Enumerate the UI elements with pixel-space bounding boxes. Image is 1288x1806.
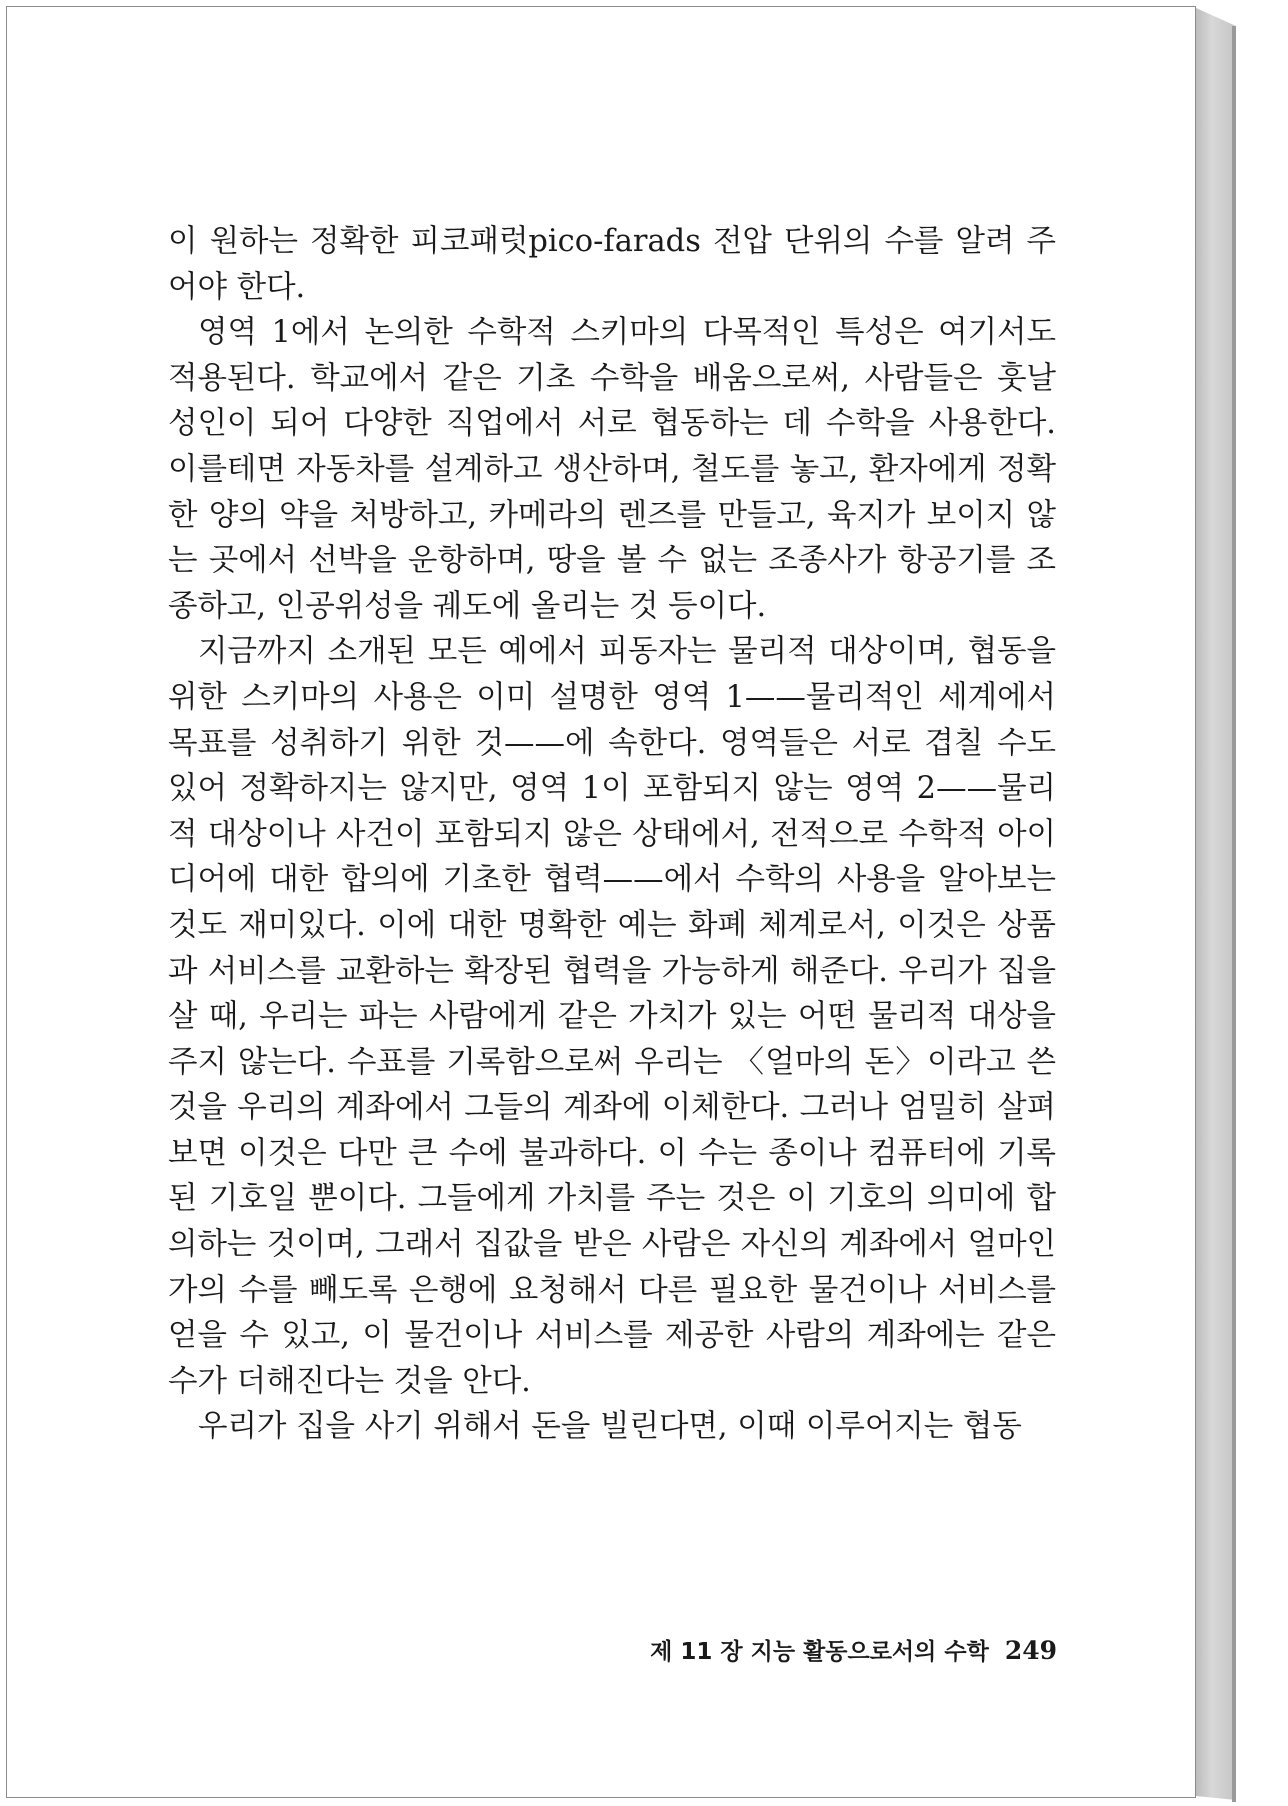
book-page bbox=[6, 6, 1196, 1798]
page-footer bbox=[607, 1633, 1057, 1666]
page-stack-shadow bbox=[1232, 26, 1236, 1802]
running-title: 제 11 장 지능 활동으로서의 수학 bbox=[650, 1639, 989, 1665]
paragraph-3: 지금까지 소개된 모든 예에서 피동자는 물리적 대상이며, 협동을 위한 스키마의 사용은 이미 설명한 영역 1——물리적인 세계에서 목표를 성취하기 위한 것——에 속한다. 영역들은 서로 겹칠 수도 있어 정확하지는 않지만, 영역 1이 포함되지 않는 영역 2——물리적 대상이나 사건이 포함되지 않은 상태에서, 전적으로 수학적 아이디어에 대한 합의에 기초한 협력——에서 수학의 사용을 알아보는 것도 재미있다. 이에 대한 명확한 예는 화폐 체계로서, 이것은 상품과 서비스를 교환하는 확장된 협력을 가능하게 해준다. 우리가 집을 살 때, 우리는 파는 사람에게 같은 가치가 있는 어떤 물리적 대상을 주지 않는다. 수표를 기록함으로써 우리는 〈얼마의 돈〉이라고 쓴 것을 우리의 계좌에서 그들의 계좌에 이체한다. 그러나 엄밀히 살펴보면 이것은 다만 큰 수에 불과하다. 이 수는 종이나 컴퓨터에 기록된 기호일 뿐이다. 그들에게 가치를 주는 것은 이 기호의 의미에 합의하는 것이며, 그래서 집값을 받은 사람은 자신의 계좌에서 얼마인가의 수를 빼도록 은행에 요청해서 다른 필요한 물건이나 서비스를 얻을 수 있고, 이 물건이나 서비스를 제공한 사람의 계좌에는 같은 수가 더해진다는 것을 안다. bbox=[168, 634, 1056, 1399]
body-text bbox=[168, 219, 1056, 1450]
paragraph-4: 우리가 집을 사기 위해서 돈을 빌린다면, 이때 이루어지는 협동 bbox=[198, 1409, 1022, 1445]
paragraph-2: 영역 1에서 논의한 수학적 스키마의 다목적인 특성은 여기서도 적용된다. 학교에서 같은 기초 수학을 배움으로써, 사람들은 훗날 성인이 되어 다양한 직업에서 서로 협동하는 데 수학을 사용한다. 이를테면 자동차를 설계하고 생산하며, 철도를 놓고, 환자에게 정확한 양의 약을 처방하고, 카메라의 렌즈를 만들고, 육지가 보이지 않는 곳에서 선박을 운항하며, 땅을 볼 수 없는 조종사가 항공기를 조종하고, 인공위성을 궤도에 올리는 것 등이다. bbox=[168, 315, 1056, 624]
page-number: 249 bbox=[1004, 1636, 1057, 1665]
paragraph-1: 이 원하는 정확한 피코패럿pico-farads 전압 단위의 수를 알려 주어야 한다. bbox=[168, 224, 1056, 305]
page-stack-edge bbox=[1196, 8, 1236, 1800]
